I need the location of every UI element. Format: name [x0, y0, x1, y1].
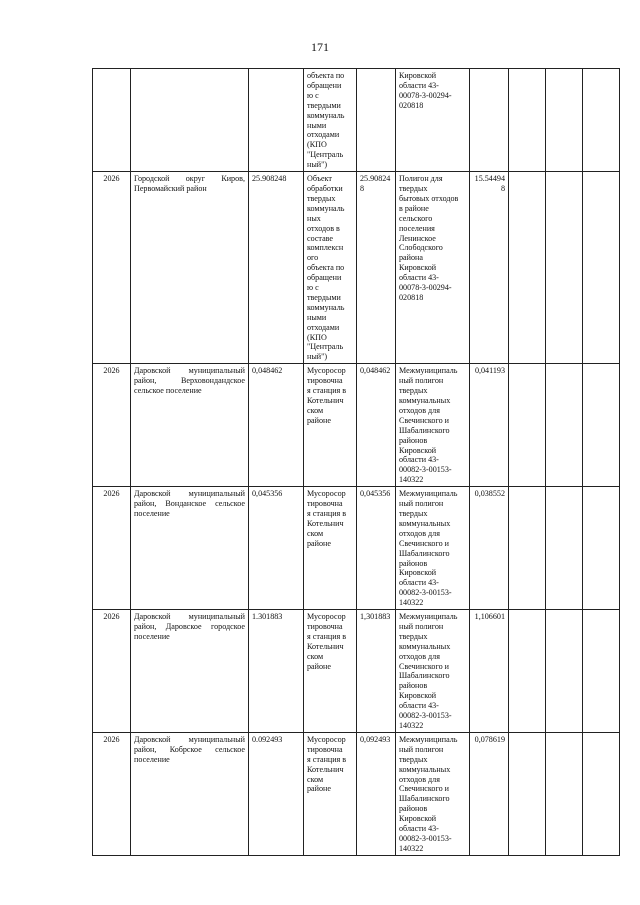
object-cell: Мусоросор тировочна я станция в Котельнич ском районе: [304, 732, 357, 855]
table-row: [93, 172, 620, 364]
volume3-cell: 0,038552: [470, 487, 509, 610]
waste-flow-table: [92, 68, 620, 856]
table-row: [93, 364, 620, 487]
volume2-cell: 0,045356: [357, 487, 396, 610]
empty-cell: [546, 172, 583, 364]
territory-cell: Даровской муниципальный район, Вонданское сельское поселение: [131, 487, 249, 610]
volume2-cell: [357, 69, 396, 172]
empty-cell: [546, 487, 583, 610]
empty-cell: [509, 172, 546, 364]
volume2-cell: 1,301883: [357, 610, 396, 733]
year-cell: 2026: [93, 610, 131, 733]
volume3-cell: [470, 69, 509, 172]
year-cell: 2026: [93, 487, 131, 610]
volume-cell: 0.092493: [249, 732, 304, 855]
territory-cell: Даровской муниципальный район, Верховондандское сельское поселение: [131, 364, 249, 487]
table-row: [93, 610, 620, 733]
empty-cell: [546, 732, 583, 855]
volume-cell: 25.908248: [249, 172, 304, 364]
object-cell: Объект обработки твердых коммуналь ных отходов в составе комплексн ого объекта по обращени ю с твердыми коммуналь ными отходами (КПО "Централь ный"): [304, 172, 357, 364]
destination-cell: Межмуниципаль ный полигон твердых коммунальных отходов для Свечинского и Шабалинского районов Кировской области 43- 00082-3-00153- 140322: [396, 364, 470, 487]
empty-cell: [509, 732, 546, 855]
destination-cell: Полигон для твердых бытовых отходов в районе сельского поселения Ленинское Слободского района Кировской области 43- 00078-3-00294- 020818: [396, 172, 470, 364]
year-cell: 2026: [93, 172, 131, 364]
volume3-cell: 1,106601: [470, 610, 509, 733]
empty-cell: [546, 364, 583, 487]
volume2-cell: 25.908248: [357, 172, 396, 364]
empty-cell: [583, 364, 620, 487]
object-cell: Мусоросор тировочна я станция в Котельнич ском районе: [304, 487, 357, 610]
destination-cell: Межмуниципаль ный полигон твердых коммунальных отходов для Свечинского и Шабалинского районов Кировской области 43- 00082-3-00153- 140322: [396, 610, 470, 733]
volume-cell: 0,048462: [249, 364, 304, 487]
empty-cell: [583, 732, 620, 855]
year-cell: [93, 69, 131, 172]
empty-cell: [509, 69, 546, 172]
destination-cell: Кировской области 43- 00078-3-00294- 020818: [396, 69, 470, 172]
territory-cell: Даровской муниципальный район, Даровское городское поселение: [131, 610, 249, 733]
object-cell: Мусоросор тировочна я станция в Котельнич ском районе: [304, 610, 357, 733]
territory-cell: Даровской муниципальный район, Кобрское сельское поселение: [131, 732, 249, 855]
table-row: [93, 732, 620, 855]
volume-cell: [249, 69, 304, 172]
volume3-cell: 0,041193: [470, 364, 509, 487]
volume-cell: 1.301883: [249, 610, 304, 733]
empty-cell: [583, 487, 620, 610]
table-row: [93, 487, 620, 610]
year-cell: 2026: [93, 364, 131, 487]
page-number: 171: [311, 40, 329, 54]
destination-cell: Межмуниципаль ный полигон твердых коммунальных отходов для Свечинского и Шабалинского районов Кировской области 43- 00082-3-00153- 140322: [396, 487, 470, 610]
year-cell: 2026: [93, 732, 131, 855]
empty-cell: [583, 69, 620, 172]
empty-cell: [509, 487, 546, 610]
object-cell: объекта по обращени ю с твердыми коммуналь ными отходами (КПО "Централь ный"): [304, 69, 357, 172]
empty-cell: [509, 610, 546, 733]
volume-cell: 0,045356: [249, 487, 304, 610]
table-row: [93, 69, 620, 172]
territory-cell: [131, 69, 249, 172]
table-body: [93, 69, 620, 856]
volume2-cell: 0,092493: [357, 732, 396, 855]
empty-cell: [509, 364, 546, 487]
empty-cell: [583, 172, 620, 364]
volume3-cell: 15.544948: [470, 172, 509, 364]
empty-cell: [583, 610, 620, 733]
volume3-cell: 0,078619: [470, 732, 509, 855]
object-cell: Мусоросор тировочна я станция в Котельнич ском районе: [304, 364, 357, 487]
volume2-cell: 0,048462: [357, 364, 396, 487]
destination-cell: Межмуниципаль ный полигон твердых коммунальных отходов для Свечинского и Шабалинского районов Кировской области 43- 00082-3-00153- 140322: [396, 732, 470, 855]
empty-cell: [546, 69, 583, 172]
empty-cell: [546, 610, 583, 733]
territory-cell: Городской округ Киров, Первомайский район: [131, 172, 249, 364]
